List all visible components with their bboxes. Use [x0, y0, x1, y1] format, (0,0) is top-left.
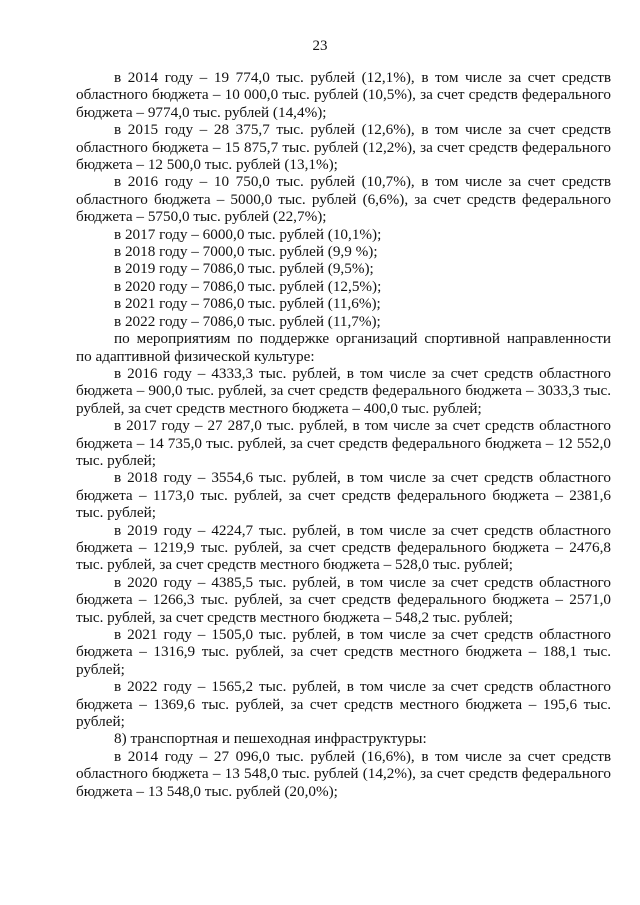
- paragraph-transport-heading: 8) транспортная и пешеходная инфраструктуры:: [114, 730, 427, 748]
- paragraph-adaptive-sports-heading: по мероприятиям по поддержке организаций спортивной направленности по адаптивной физической культуре:: [76, 330, 611, 365]
- paragraph-funding-2016: в 2016 году – 10 750,0 тыс. рублей (10,7%), в том числе за счет средств областного бюджета – 5000,0 тыс. рублей (6,6%), за счет средств федерального бюджета – 5750,0 тыс. рублей (22,7%);: [76, 173, 611, 226]
- paragraph-adaptive-2017: в 2017 году – 27 287,0 тыс. рублей, в том числе за счет средств областного бюджета – 14 735,0 тыс. рублей, за счет средств федерального бюджета – 12 552,0 тыс. рублей;: [76, 417, 611, 469]
- document-body: [76, 69, 611, 800]
- paragraph-adaptive-2019: в 2019 году – 4224,7 тыс. рублей, в том числе за счет средств областного бюджета – 1219,9 тыс. рублей, за счет средств федерального бюджета – 2476,8 тыс. рублей, за счет средств местного бюджета – 528,0 тыс. рублей;: [76, 521, 611, 574]
- paragraph-funding-2015: в 2015 году – 28 375,7 тыс. рублей (12,6%), в том числе за счет средств областного бюджета – 15 875,7 тыс. рублей (12,2%), за счет средств федерального бюджета – 12 500,0 тыс. рублей (13,1%);: [76, 121, 611, 174]
- paragraph-adaptive-2018: в 2018 году – 3554,6 тыс. рублей, в том числе за счет средств областного бюджета – 1173,0 тыс. рублей, за счет средств федерального бюджета – 2381,6 тыс. рублей;: [76, 469, 611, 522]
- paragraph-funding-2021: в 2021 году – 7086,0 тыс. рублей (11,6%);: [114, 295, 381, 313]
- paragraph-funding-2018: в 2018 году – 7000,0 тыс. рублей (9,9 %);: [114, 243, 378, 261]
- paragraph-adaptive-2022: в 2022 году – 1565,2 тыс. рублей, в том числе за счет средств областного бюджета – 1369,6 тыс. рублей, за счет средств местного бюджета – 195,6 тыс. рублей;: [76, 678, 611, 731]
- paragraph-funding-2019: в 2019 году – 7086,0 тыс. рублей (9,5%);: [114, 260, 374, 278]
- paragraph-transport-2014: в 2014 году – 27 096,0 тыс. рублей (16,6%), в том числе за счет средств областного бюджета – 13 548,0 тыс. рублей (14,2%), за счет средств федерального бюджета – 13 548,0 тыс. рублей (20,0%);: [76, 747, 611, 800]
- paragraph-adaptive-2016: в 2016 году – 4333,3 тыс. рублей, в том числе за счет средств областного бюджета – 900,0 тыс. рублей, за счет средств федерального бюджета – 3033,3 тыс. рублей, за счет средств местного бюджета – 400,0 тыс. рублей;: [76, 364, 611, 417]
- paragraph-funding-2020: в 2020 году – 7086,0 тыс. рублей (12,5%);: [114, 277, 382, 295]
- paragraph-funding-2014: в 2014 году – 19 774,0 тыс. рублей (12,1%), в том числе за счет средств областного бюджета – 10 000,0 тыс. рублей (10,5%), за счет средств федерального бюджета – 9774,0 тыс. рублей (14,4%);: [76, 69, 611, 121]
- paragraph-funding-2022: в 2022 году – 7086,0 тыс. рублей (11,7%);: [114, 312, 381, 330]
- paragraph-funding-2017: в 2017 году – 6000,0 тыс. рублей (10,1%);: [114, 225, 382, 243]
- paragraph-adaptive-2021: в 2021 году – 1505,0 тыс. рублей, в том числе за счет средств областного бюджета – 1316,9 тыс. рублей, за счет средств местного бюджета – 188,1 тыс. рублей;: [76, 626, 611, 678]
- paragraph-adaptive-2020: в 2020 году – 4385,5 тыс. рублей, в том числе за счет средств областного бюджета – 1266,3 тыс. рублей, за счет средств федерального бюджета – 2571,0 тыс. рублей, за счет средств местного бюджета – 548,2 тыс. рублей;: [76, 573, 611, 626]
- page-number: 23: [312, 38, 328, 54]
